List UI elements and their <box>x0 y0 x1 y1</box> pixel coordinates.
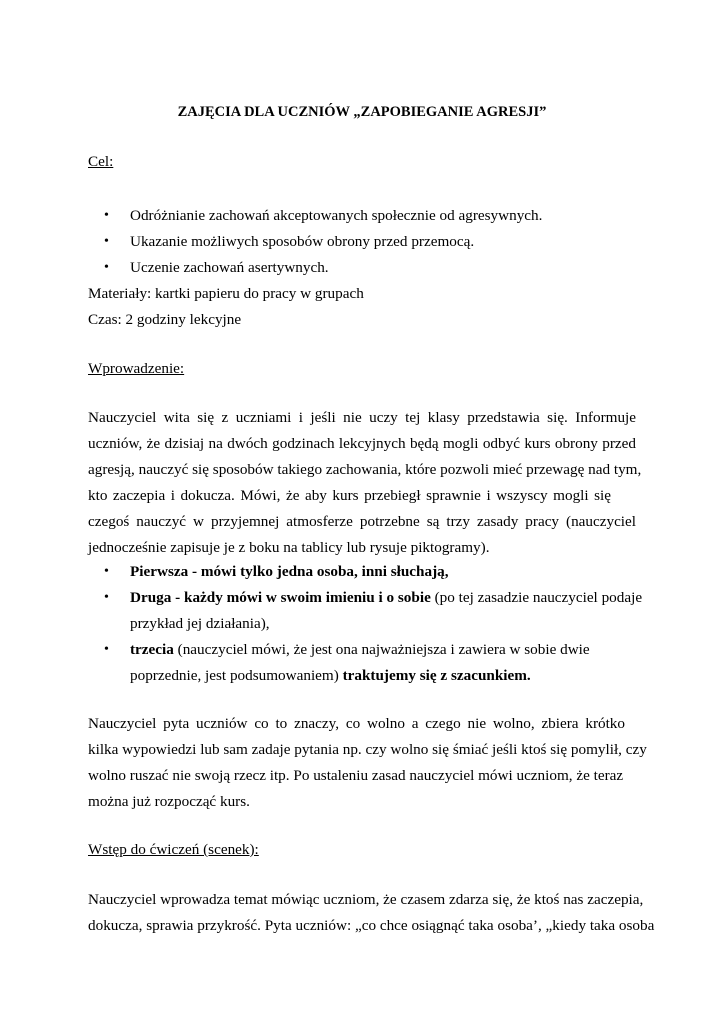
bullet-icon: • <box>104 208 109 223</box>
wprowadzenie-heading: Wprowadzenie: <box>88 360 185 377</box>
paragraph-line: wolno ruszać nie swoją rzecz itp. Po ustaleniu zasad nauczyciel mówi uczniom, że teraz <box>88 767 624 784</box>
bullet-icon: • <box>104 234 109 249</box>
rule-3-cont-text: poprzednie, jest podsumowaniem) <box>130 667 343 684</box>
rule-3-text: (nauczyciel mówi, że jest ona najważniejsza i zawiera w sobie dwie <box>173 641 590 658</box>
rule-2-bold: Druga - każdy mówi w swoim imieniu i o sobie <box>130 589 431 606</box>
intro-line: kto zaczepia i dokucza. Mówi, że aby kurs przebiegł sprawnie i wszyscy mogli się <box>88 487 611 504</box>
materials-line: Materiały: kartki papieru do pracy w grupach <box>88 285 364 302</box>
rule-3 <box>130 637 590 663</box>
intro-line: czegoś nauczyć w przyjemnej atmosferze potrzebne są trzy zasady pracy (nauczyciel <box>88 513 636 530</box>
paragraph-line: Nauczyciel pyta uczniów co to znaczy, co wolno a czego nie wolno, zbiera krótko <box>88 715 625 732</box>
rule-3-cont <box>130 663 531 689</box>
rule-2-cont: przykład jej działania), <box>130 615 270 632</box>
wstep-line: Nauczyciel wprowadza temat mówiąc uczniom, że czasem zdarza się, że ktoś nas zaczepia, <box>88 891 644 908</box>
intro-line: jednocześnie zapisuje je z boku na tablicy lub rysuje piktogramy). <box>88 539 490 556</box>
intro-line: Nauczyciel wita się z uczniami i jeśli nie uczy tej klasy przedstawia się. Informuje <box>88 409 636 426</box>
bullet-icon: • <box>104 642 109 657</box>
bullet-icon: • <box>104 590 109 605</box>
wstep-line: dokucza, sprawia przykrość. Pyta uczniów: „co chce osiągnąć taka osoba’, „kiedy taka osoba <box>88 917 655 934</box>
bullet-icon: • <box>104 260 109 275</box>
wstep-heading: Wstęp do ćwiczeń (scenek): <box>88 841 259 858</box>
intro-line: uczniów, że dzisiaj na dwóch godzinach lekcyjnych będą mogli odbyć kurs obrony przed <box>88 435 636 452</box>
rule-3-cont-bold: traktujemy się z szacunkiem. <box>342 667 531 684</box>
rule-2-text: (po tej zasadzie nauczyciel podaje <box>430 589 643 606</box>
rule-1-bold: Pierwsza - mówi tylko jedna osoba, inni słuchają, <box>130 563 449 580</box>
bullet-icon: • <box>104 564 109 579</box>
rule-3-bold: trzecia <box>130 641 174 658</box>
intro-line: agresją, nauczyć się sposobów takiego zachowania, które pozwoli mieć przewagę nad tym, <box>88 461 642 478</box>
rule-2 <box>130 585 642 611</box>
paragraph-line: kilka wypowiedzi lub sam zadaje pytania np. czy wolno się śmiać jeśli ktoś się pomylił, czy <box>88 741 647 758</box>
rule-1 <box>130 559 449 585</box>
paragraph-line: można już rozpocząć kurs. <box>88 793 250 810</box>
cel-heading: Cel: <box>88 153 114 170</box>
time-line: Czas: 2 godziny lekcyjne <box>88 311 242 328</box>
cel-item: Odróżnianie zachowań akceptowanych społecznie od agresywnych. <box>130 207 543 224</box>
cel-item: Uczenie zachowań asertywnych. <box>130 259 329 276</box>
cel-item: Ukazanie możliwych sposobów obrony przed przemocą. <box>130 233 475 250</box>
page-title: ZAJĘCIA DLA UCZNIÓW „ZAPOBIEGANIE AGRESJI” <box>177 104 547 120</box>
